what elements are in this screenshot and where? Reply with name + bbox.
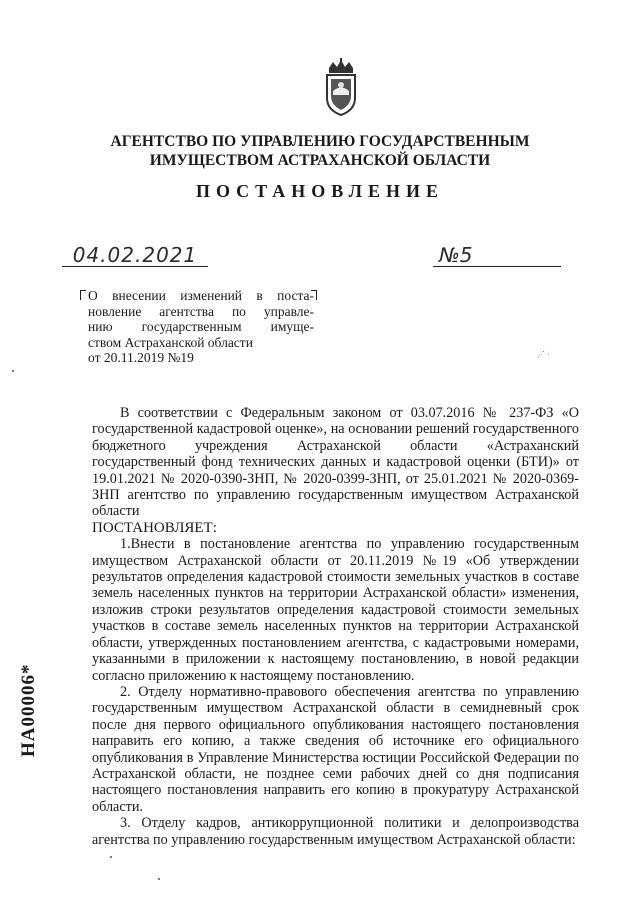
agency-line-2: ИМУЩЕСТВОМ АСТРАХАНСКОЙ ОБЛАСТИ	[149, 152, 491, 169]
document-number: №5	[433, 244, 561, 267]
registration-code: НА00006*	[18, 663, 39, 757]
decree-word: ПОСТАНОВЛЯЕТ:	[92, 519, 217, 536]
scan-dot	[158, 878, 160, 880]
document-type-title: ПОСТАНОВЛЕНИЕ	[195, 181, 445, 201]
scan-dot	[12, 370, 14, 372]
subject-bracket-left	[80, 290, 86, 300]
scan-speck: ⋰ ·	[537, 350, 550, 359]
clause-3: 3. Отделу кадров, антикоррупционной политики и делопроизводства агентства по управлению государственным имуществом Астраханской области:	[92, 815, 579, 848]
subject-line: от 20.11.2019 №19	[88, 350, 194, 366]
agency-name	[0, 132, 640, 170]
subject-line: новление агентства по управле-	[88, 303, 314, 319]
clause-1: 1.Внести в постановление агентства по управлению государственным имуществом Астраханской области от 20.11.2019 №19 «Об утверждении результатов определения кадастровой стоимости земельных участков в составе земель населенных пунктов на территории Астраханской области» изменения, изложив строки результатов определения кадастровой стоимости земельных участков в составе земель населенных пунктов на территории Астраханской области, утвержденных постановлением агентства, с кадастровыми номерами, указанными в приложении к настоящему постановлению, в новой редакции согласно приложению к настоящему постановлению.	[92, 536, 579, 684]
clause-2: 2. Отделу нормативно-правового обеспечения агентства по управлению государственным имуществом Астраханской области в семидневный срок после дня первого официального опубликования настоящего постановления направить его копию, а также сведения об источнике его официального опубликования в Управление Министерства юстиции Российской Федерации по Астраханской области, не позднее семи рабочих дней со дня подписания настоящего постановления направить его копию в прокуратуру Астраханской области.	[92, 683, 579, 815]
subject-line: нию государственным имуще-	[88, 319, 314, 335]
document-body	[92, 405, 579, 848]
scan-dot	[110, 856, 112, 858]
document-subject	[88, 288, 314, 366]
agency-line-1: АГЕНТСТВО ПО УПРАВЛЕНИЮ ГОСУДАРСТВЕННЫМ	[110, 133, 530, 150]
preamble-paragraph: В соответствии с Федеральным законом от 03.07.2016 № 237-ФЗ «О государственной кадастровой оценке», на основании решений государственного бюджетного учреждения Астраханской области «Астраханский государственный фонд технических данных и кадастровой оценки (БТИ)» от 19.01.2021 № 2020-0390-ЗНП, № 2020-0399-ЗНП, от 25.01.2021 № 2020-0369-ЗНП агентство по управлению государственным имуществом Астраханской области	[92, 405, 579, 520]
coat-of-arms-icon	[323, 58, 359, 116]
subject-line: ством Астраханской области	[88, 334, 253, 350]
document-date: 04.02.2021	[62, 244, 208, 267]
subject-line: О внесении изменений в поста-	[88, 288, 314, 303]
